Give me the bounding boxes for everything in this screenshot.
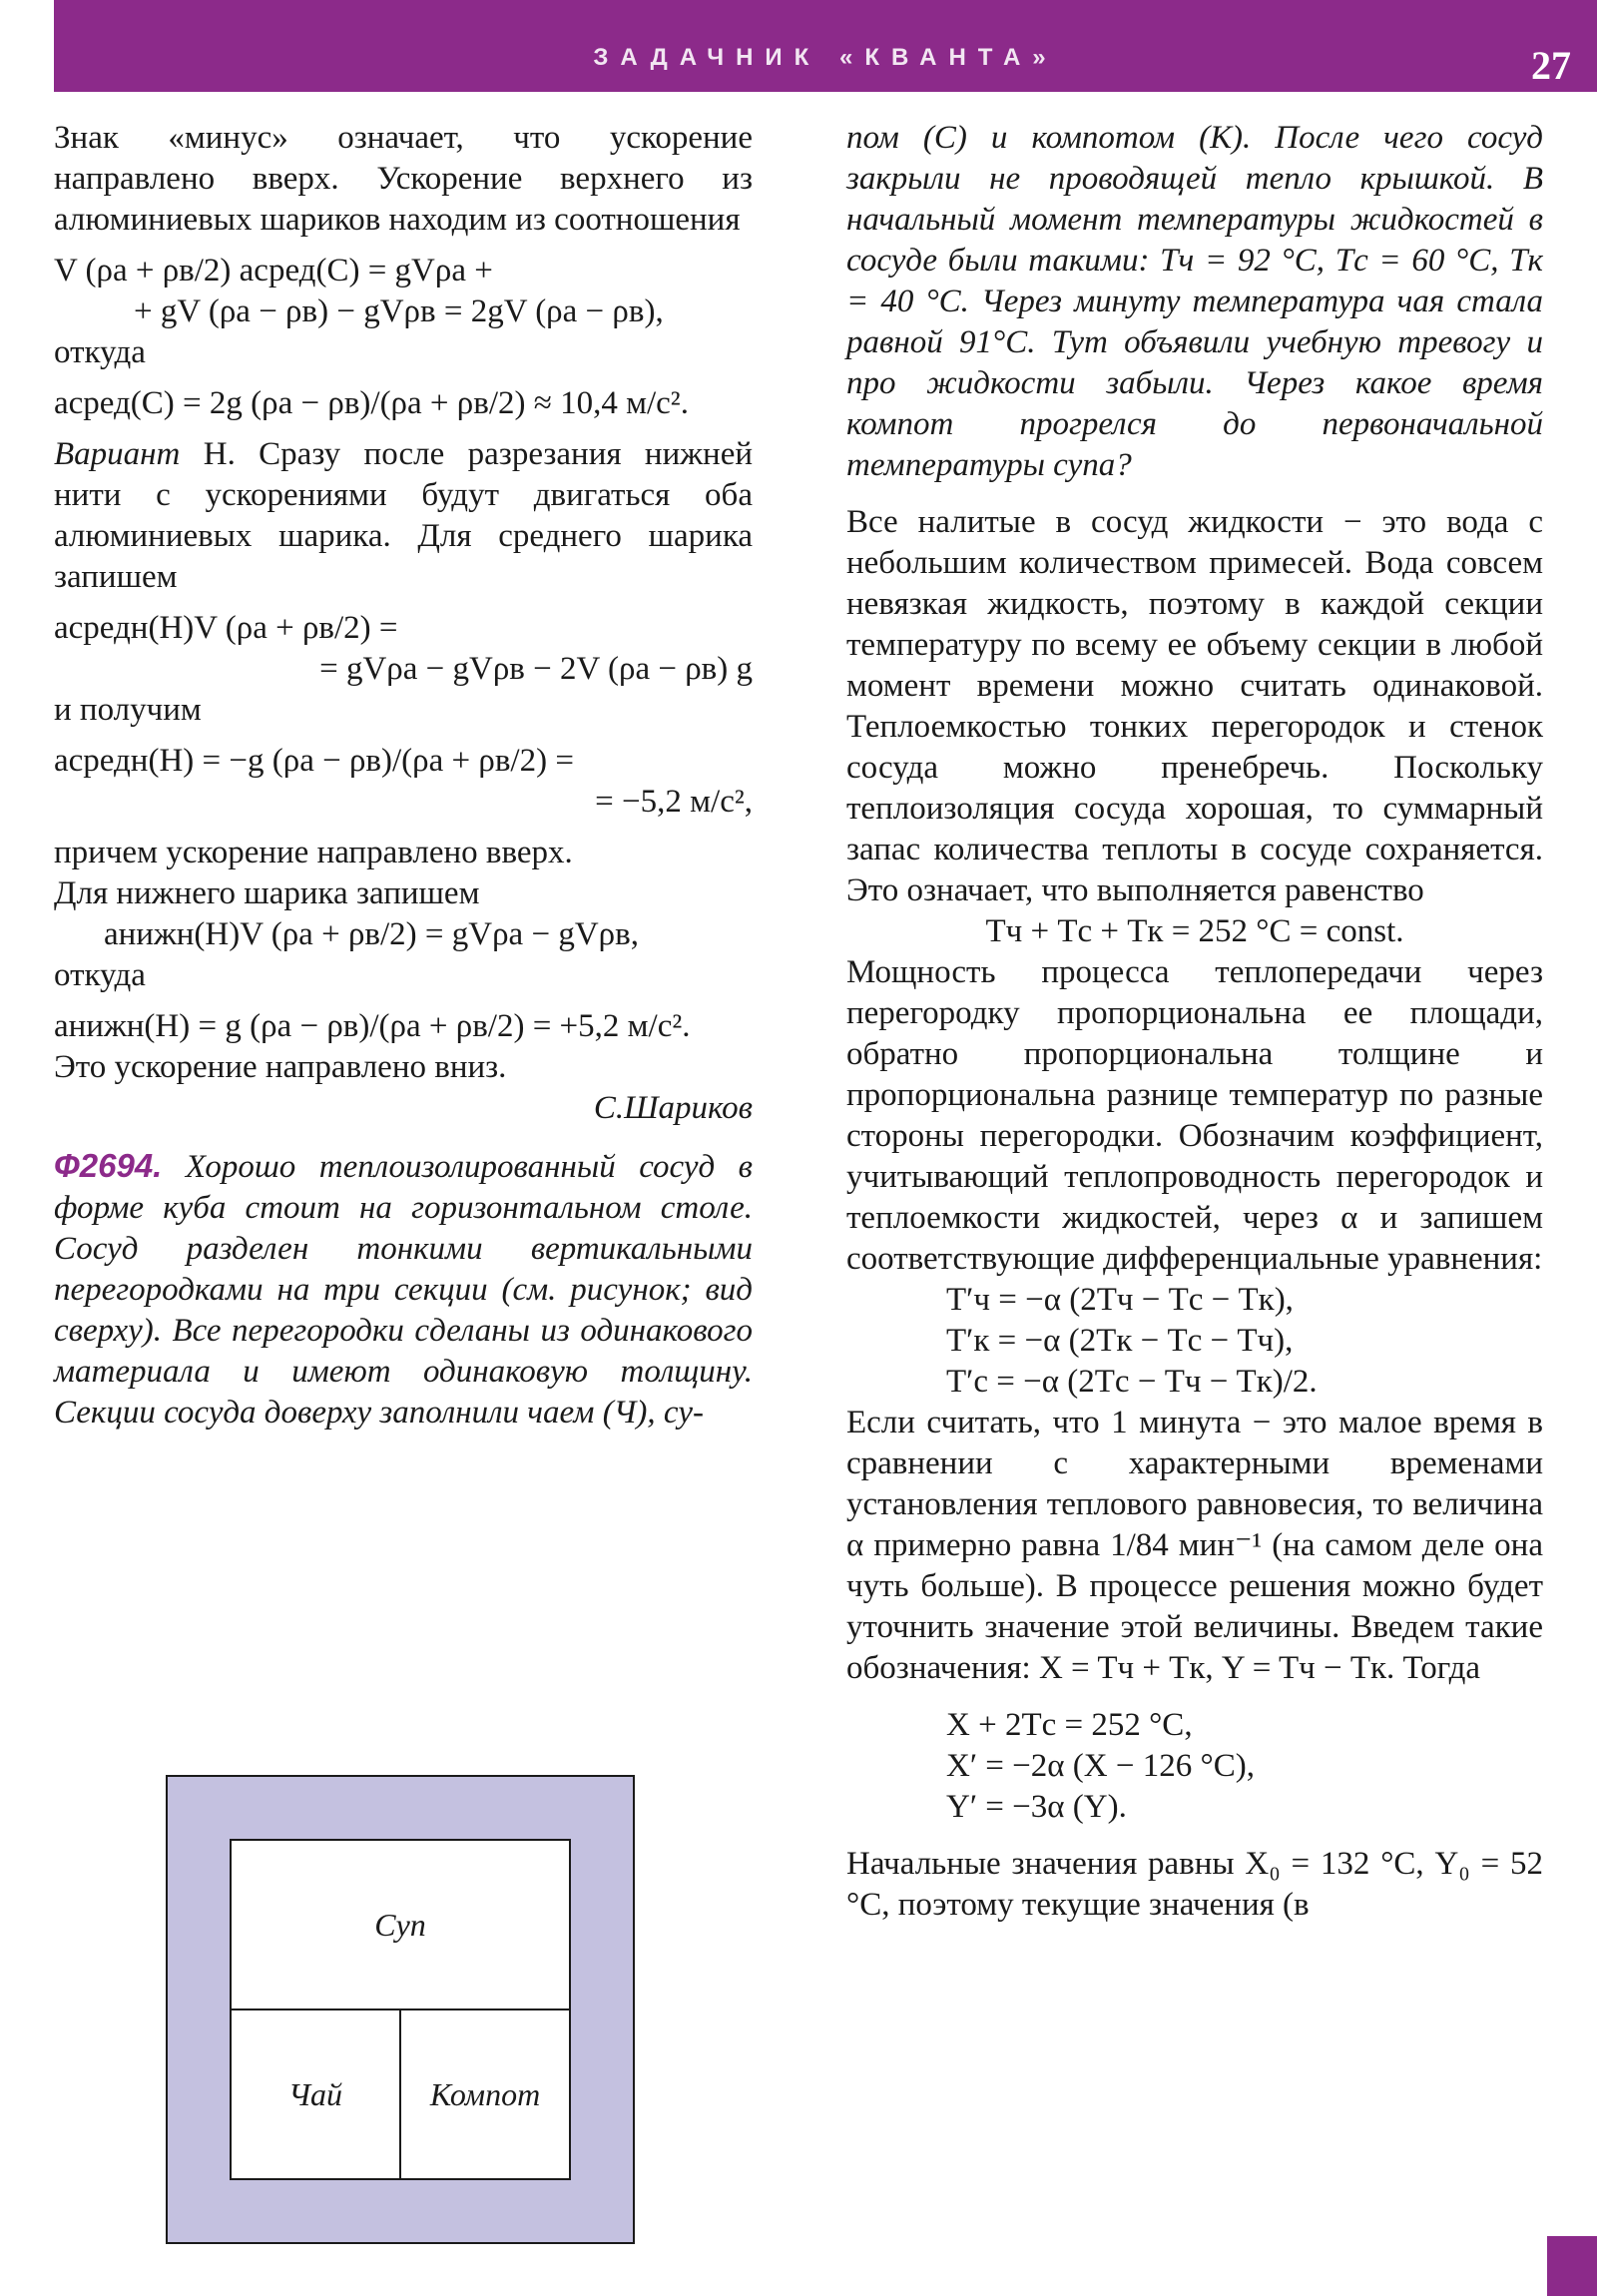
compote-section: Компот [399,2009,571,2180]
equation: Y′ = −3α (Y). [946,1789,1127,1825]
soup-section: Суп [230,1839,571,2010]
equation: X′ = −2α (X − 126 °С), [946,1748,1255,1784]
paragraph: причем ускорение направлено вверх. [54,835,573,870]
equation: aнижн(Н)V (ρа + ρв/2) = gVρа − gVρв, [104,916,639,952]
vessel-diagram [166,1775,635,2244]
equation: T′с = −α (2Tс − Tч − Tк)/2. [946,1364,1318,1400]
left-column [54,118,753,1434]
equation: = −5,2 м/с², [595,784,753,820]
paragraph: и получим [54,692,202,728]
paragraph: Для нижнего шарика запишем [54,875,480,911]
equation: aнижн(Н) = g (ρа − ρв)/(ρа + ρв/2) = +5,2 м/с². [54,1008,691,1044]
paragraph: Знак «минус» означает, что ускорение направлено вверх. Ускорение верхнего из алюминиевых шариков находим из соотношения [54,120,753,238]
tea-section: Чай [230,2009,401,2180]
author-signature: С.Шариков [593,1090,753,1126]
problem-statement-continued: пом (С) и компотом (К). После чего сосуд закрыли не проводящей тепло крышкой. В начальный момент температуры жидкостей в сосуде были такими: Tч = 92 °С, Tс = 60 °С, Tк = 40 °С. Через минуту температура чая стала равной 91°С. Тут объявили учебную тревогу и про жидкости забыли. Через какое время компот прогрелся до первоначальной температуры супа? [846,120,1543,483]
paragraph: Мощность процесса теплопередачи через перегородку пропорциональна ее площади, обратно пропорциональна толщине и пропорциональна разнице температур по разные стороны перегородки. Обозначим коэффициент, учитывающий теплопроводность перегородок и теплоемкости жидкостей, через α и запишем соответствующие дифференциальные уравнения: [846,954,1543,1277]
equation: Tч + Tс + Tк = 252 °С = const. [985,913,1404,949]
equation: aсредн(Н) = −g (ρа − ρв)/(ρа + ρв/2) = [54,743,574,779]
problem-label: Ф2694. [54,1147,163,1184]
problem-statement: Ф2694. Хорошо теплоизолированный сосуд в форме куба стоит на горизонтальном столе. Сосуд разделен тонкими вертикальными перегородками на три секции (см. рисунок; вид сверху). Все перегородки сделаны из одинакового материала и имеют одинаковую толщину. Секции сосуда доверху заполнили чаем (Ч), су- [54,1147,753,1431]
equation: T′ч = −α (2Tч − Tс − Tк), [946,1282,1294,1318]
equation: + gV (ρа − ρв) − gVρв = 2gV (ρа − ρв), [134,293,664,329]
paragraph: Все налитые в сосуд жидкости − это вода с небольшим количеством примесей. Вода совсем невязкая жидкость, поэтому в каждой секции температуру по всему ее объему секции в любой момент времени можно считать одинаковой. Теплоемкостью тонких перегородок и стенок сосуда можно пренебречь. Поскольку теплоизоляция сосуда хорошая, то суммарный запас количества теплоты в сосуде сохраняется. Это означает, что выполняется равенство [846,504,1543,908]
equation: T′к = −α (2Tк − Tс − Tч), [946,1323,1294,1359]
paragraph: откуда [54,334,146,370]
header-bar [54,0,1597,92]
variant-label: Вариант [54,436,181,472]
right-column [846,118,1543,1926]
equation: aсредн(Н)V (ρа + ρв/2) = [54,610,398,646]
paragraph: Начальные значения равны X₀ = 132 °С, Y₀ = 52 °С, поэтому текущие значения (в [846,1846,1543,1923]
paragraph: Вариант Н. Сразу после разрезания нижней нити с ускорениями будут двигаться оба алюминиевых шарика. Для среднего шарика запишем [54,436,753,595]
corner-block [1547,2236,1597,2296]
equation: X + 2Tс = 252 °С, [946,1707,1193,1743]
page-number: 27 [1531,43,1571,88]
equation: aсред(С) = 2g (ρа − ρв)/(ρа + ρв/2) ≈ 10,4 м/с². [54,385,689,421]
paragraph: откуда [54,957,146,993]
paragraph: Это ускорение направлено вниз. [54,1049,507,1085]
equation: V (ρа + ρв/2) aсред(С) = gVρа + [54,253,493,288]
running-title: ЗАДАЧНИК «КВАНТА» [593,44,1058,71]
equation: = gVρа − gVρв − 2V (ρа − ρв) g [319,651,753,687]
paragraph: Если считать, что 1 минута − это малое время в сравнении с характерными временами установления теплового равновесия, то величина α примерно равна 1/84 мин⁻¹ (на самом деле она чуть больше). В процессе решения можно будет уточнить значение этой величины. Введем такие обозначения: X = Tч + Tк, Y = Tч − Tк. Тогда [846,1405,1543,1686]
